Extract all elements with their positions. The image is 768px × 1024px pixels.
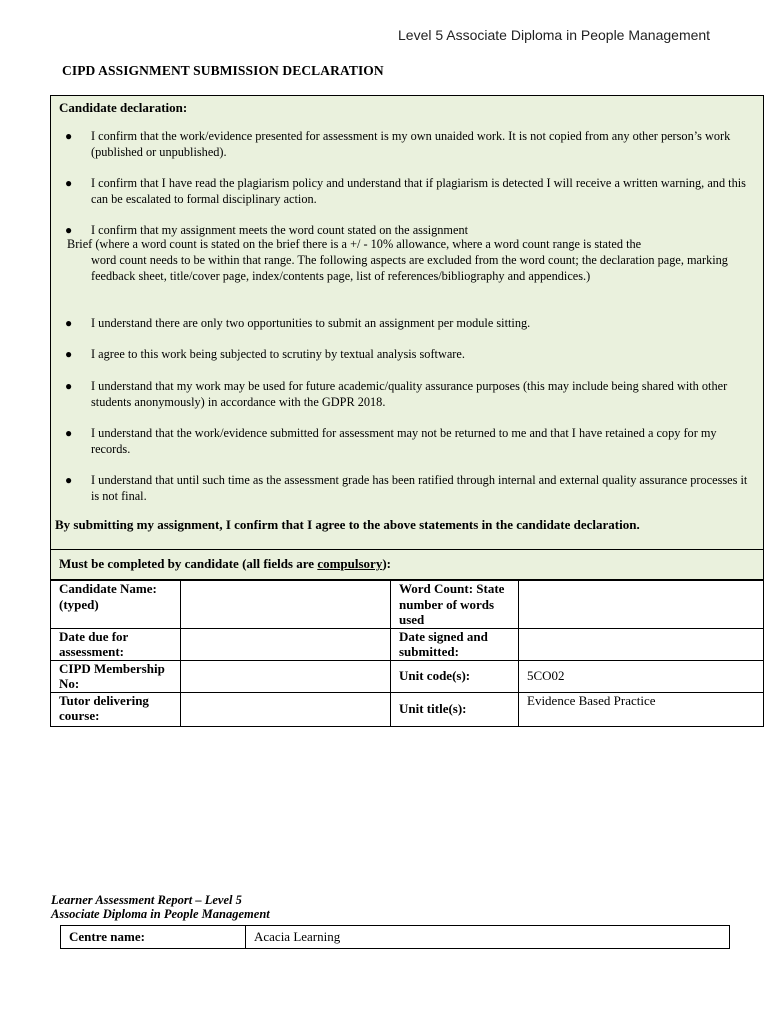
table-row: [51, 628, 764, 660]
candidate-name-field[interactable]: [181, 581, 391, 629]
word-count-field[interactable]: [519, 581, 764, 629]
cipd-membership-field[interactable]: [181, 660, 391, 692]
table-row: [51, 581, 764, 629]
centre-name-table: [60, 925, 730, 949]
centre-name-label: Centre name:: [61, 926, 246, 949]
bullet-icon: ●: [65, 129, 73, 143]
page-title: CIPD ASSIGNMENT SUBMISSION DECLARATION: [62, 63, 384, 78]
declaration-confirmation: By submitting my assignment, I confirm that I agree to the above statements in the candidate declaration.: [55, 517, 640, 532]
bullet-icon: ●: [65, 316, 73, 330]
bullet-icon: ●: [65, 347, 73, 361]
candidate-name-label: Candidate Name: (typed): [51, 581, 181, 629]
date-signed-field[interactable]: [519, 628, 764, 660]
declaration-bullet: ● I confirm that my assignment meets the word count stated on the assignment: [65, 223, 469, 237]
unit-title-field[interactable]: Evidence Based Practice: [519, 692, 764, 726]
date-signed-label: Date signed and submitted:: [391, 628, 519, 660]
declaration-bullet: ● I agree to this work being subjected to scrutiny by textual analysis software.: [65, 347, 465, 361]
declaration-heading: Candidate declaration:: [59, 100, 188, 115]
compulsory-fields-note: Must be completed by candidate (all fields are compulsory):: [50, 550, 764, 580]
table-row: [61, 926, 730, 949]
declaration-bullet: ● I understand that the work/evidence submitted for assessment may not be returned to me and that I have retained a copy for my records.: [65, 426, 717, 456]
unit-title-label: Unit title(s):: [391, 692, 519, 726]
bullet-icon: ●: [65, 473, 73, 487]
word-count-brief: Brief (where a word count is stated on the brief there is a +/ - 10% allowance, where a word count range is stated the word count needs to be within that range. The following aspects are excluded from the word count; the declaration page, marking feedback sheet, title/cover page, index/contents page, list of references/bibliography and appendices.): [67, 237, 728, 283]
tutor-label: Tutor delivering course:: [51, 692, 181, 726]
bullet-icon: ●: [65, 426, 73, 440]
declaration-bullet: ● I confirm that the work/evidence presented for assessment is my own unaided work. It is not copied from any other person’s work (published or unpublished).: [65, 129, 731, 159]
tutor-field[interactable]: [181, 692, 391, 726]
report-footer-title: Learner Assessment Report – Level 5 Associate Diploma in People Management: [51, 893, 270, 921]
cipd-membership-label: CIPD Membership No:: [51, 660, 181, 692]
table-row: [51, 692, 764, 726]
word-count-label: Word Count: State number of words used: [391, 581, 519, 629]
declaration-bullet: ● I understand that until such time as the assessment grade has been ratified through internal and external quality assurance processes it is not final.: [65, 473, 748, 503]
candidate-declaration-box: [50, 95, 764, 550]
declaration-bullet: ● I understand that my work may be used for future academic/quality assurance purposes (this may include being shared with other students anonymously) in accordance with the GDPR 2018.: [65, 379, 728, 409]
unit-code-field[interactable]: 5CO02: [519, 660, 764, 692]
bullet-icon: ●: [65, 379, 73, 393]
date-due-label: Date due for assessment:: [51, 628, 181, 660]
course-header: Level 5 Associate Diploma in People Management: [398, 27, 711, 43]
candidate-details-table: [50, 580, 764, 727]
bullet-icon: ●: [65, 223, 73, 237]
date-due-field[interactable]: [181, 628, 391, 660]
declaration-bullet: ● I confirm that I have read the plagiarism policy and understand that if plagiarism is detected I will receive a written warning, and this can be escalated to formal disciplinary action.: [65, 176, 746, 206]
centre-name-field[interactable]: Acacia Learning: [246, 926, 730, 949]
bullet-icon: ●: [65, 176, 73, 190]
unit-code-label: Unit code(s):: [391, 660, 519, 692]
declaration-bullet: ● I understand there are only two opportunities to submit an assignment per module sitting.: [65, 316, 531, 330]
table-row: [51, 660, 764, 692]
